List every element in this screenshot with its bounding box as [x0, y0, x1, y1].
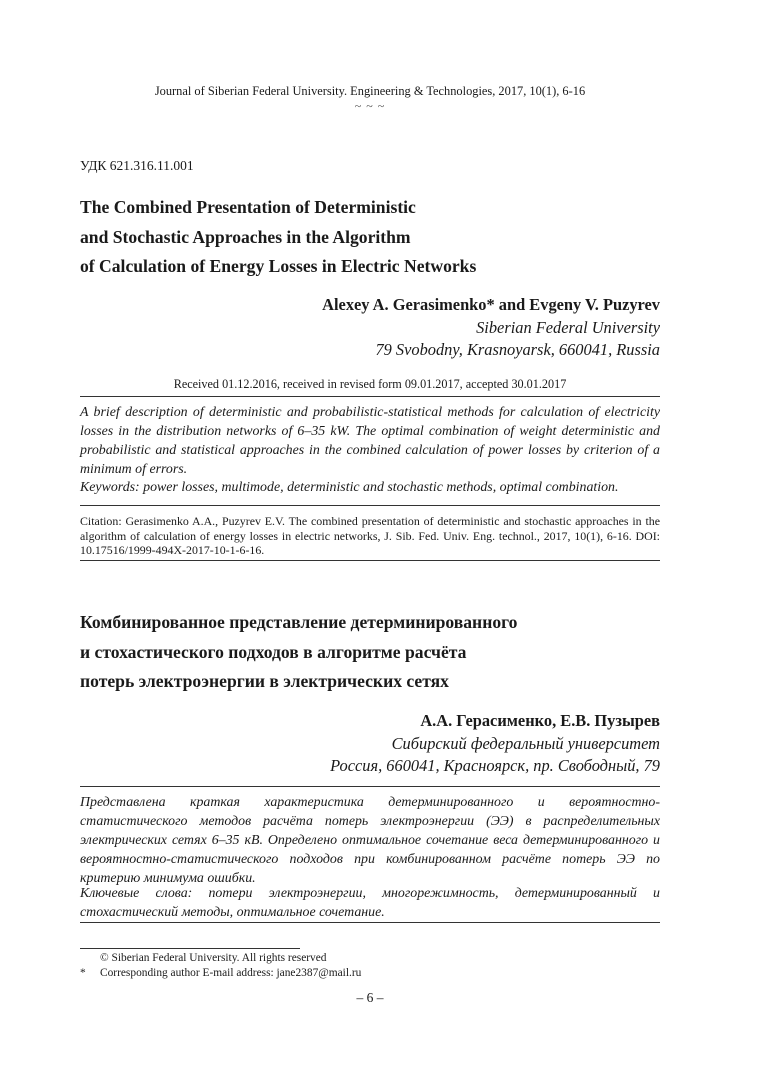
citation: Citation: Gerasimenko A.A., Puzyrev E.V. The combined presentation of deterministic and stochastic approaches in the algorithm of calculation of energy losses in electric networks, J. Sib. Fed. Univ. Eng. technol., 2017, 10(1), 6-16. DOI: 10.17516/1999-494X-2017-10-1-6-16. [80, 514, 660, 558]
page-number: – 6 – [356, 990, 384, 1005]
english-authors: Alexey A. Gerasimenko* and Evgeny V. Puzyrev [322, 295, 660, 314]
divider [80, 396, 660, 397]
english-affiliation: Siberian Federal University [476, 318, 660, 337]
russian-title-line: и стохастического подходов в алгоритме расчёта [80, 641, 467, 662]
russian-title-line: Комбинированное представление детерминированного [80, 612, 518, 632]
article-page [80, 0, 660, 1080]
russian-affiliation: Сибирский федеральный университет [391, 734, 660, 753]
udc-code: УДК 621.316.11.001 [80, 158, 194, 173]
russian-abstract: Представлена краткая характеристика детерминированного и вероятностно-статистического методов расчёта потерь электроэнергии (ЭЭ) в распределительных электрических сетях 6–35 кВ. Определено оптимальное сочетание веса детерминированного и вероятностно-статистического подходов при комбинированном расчёте потерь ЭЭ по критерию минимума ошибки. [80, 795, 660, 886]
divider [80, 560, 660, 561]
english-title-line: The Combined Presentation of Deterministic [80, 197, 416, 217]
received-dates: Received 01.12.2016, received in revised form 09.01.2017, accepted 30.01.2017 [173, 377, 567, 391]
russian-title-line: потерь электроэнергии в электрических сетях [80, 671, 449, 691]
russian-authors: А.А. Герасименко, Е.В. Пузырев [420, 711, 660, 730]
english-keywords: Keywords: power losses, multimode, deterministic and stochastic methods, optimal combination. [80, 480, 619, 495]
russian-keywords: Ключевые слова: потери электроэнергии, многорежимность, детерминированный и стохастический методы, оптимальное сочетание. [80, 886, 660, 920]
header-separator: ~ ~ ~ [354, 99, 386, 113]
footnote-divider [80, 948, 300, 949]
corresponding-text: Corresponding author E-mail address: jane2387@mail.ru [100, 967, 362, 979]
english-title [80, 193, 660, 282]
journal-header: Journal of Siberian Federal University. Engineering & Technologies, 2017, 10(1), 6-16 [154, 84, 586, 98]
english-address: 79 Svobodny, Krasnoyarsk, 660041, Russia [375, 340, 660, 359]
english-abstract: A brief description of deterministic and probabilistic-statistical methods for calculation of electricity losses in the distribution networks of 6–35 kW. The optimal combination of weight deterministic and probabilistic and statistical approaches in the combined calculation of power losses by criterion of a minimum of errors. [80, 405, 660, 477]
english-title-line: and Stochastic Approaches in the Algorithm [80, 226, 411, 247]
copyright-text: © Siberian Federal University. All rights reserved [100, 952, 327, 964]
russian-address: Россия, 660041, Красноярск, пр. Свободный, 79 [330, 756, 660, 775]
divider [80, 786, 660, 787]
corresponding-footnote [80, 967, 361, 979]
copyright-footnote [80, 952, 327, 964]
footnote-mark: * [80, 967, 86, 979]
divider [80, 922, 660, 923]
russian-title [80, 608, 660, 697]
divider [80, 505, 660, 506]
english-title-line: of Calculation of Energy Losses in Electric Networks [80, 256, 477, 276]
